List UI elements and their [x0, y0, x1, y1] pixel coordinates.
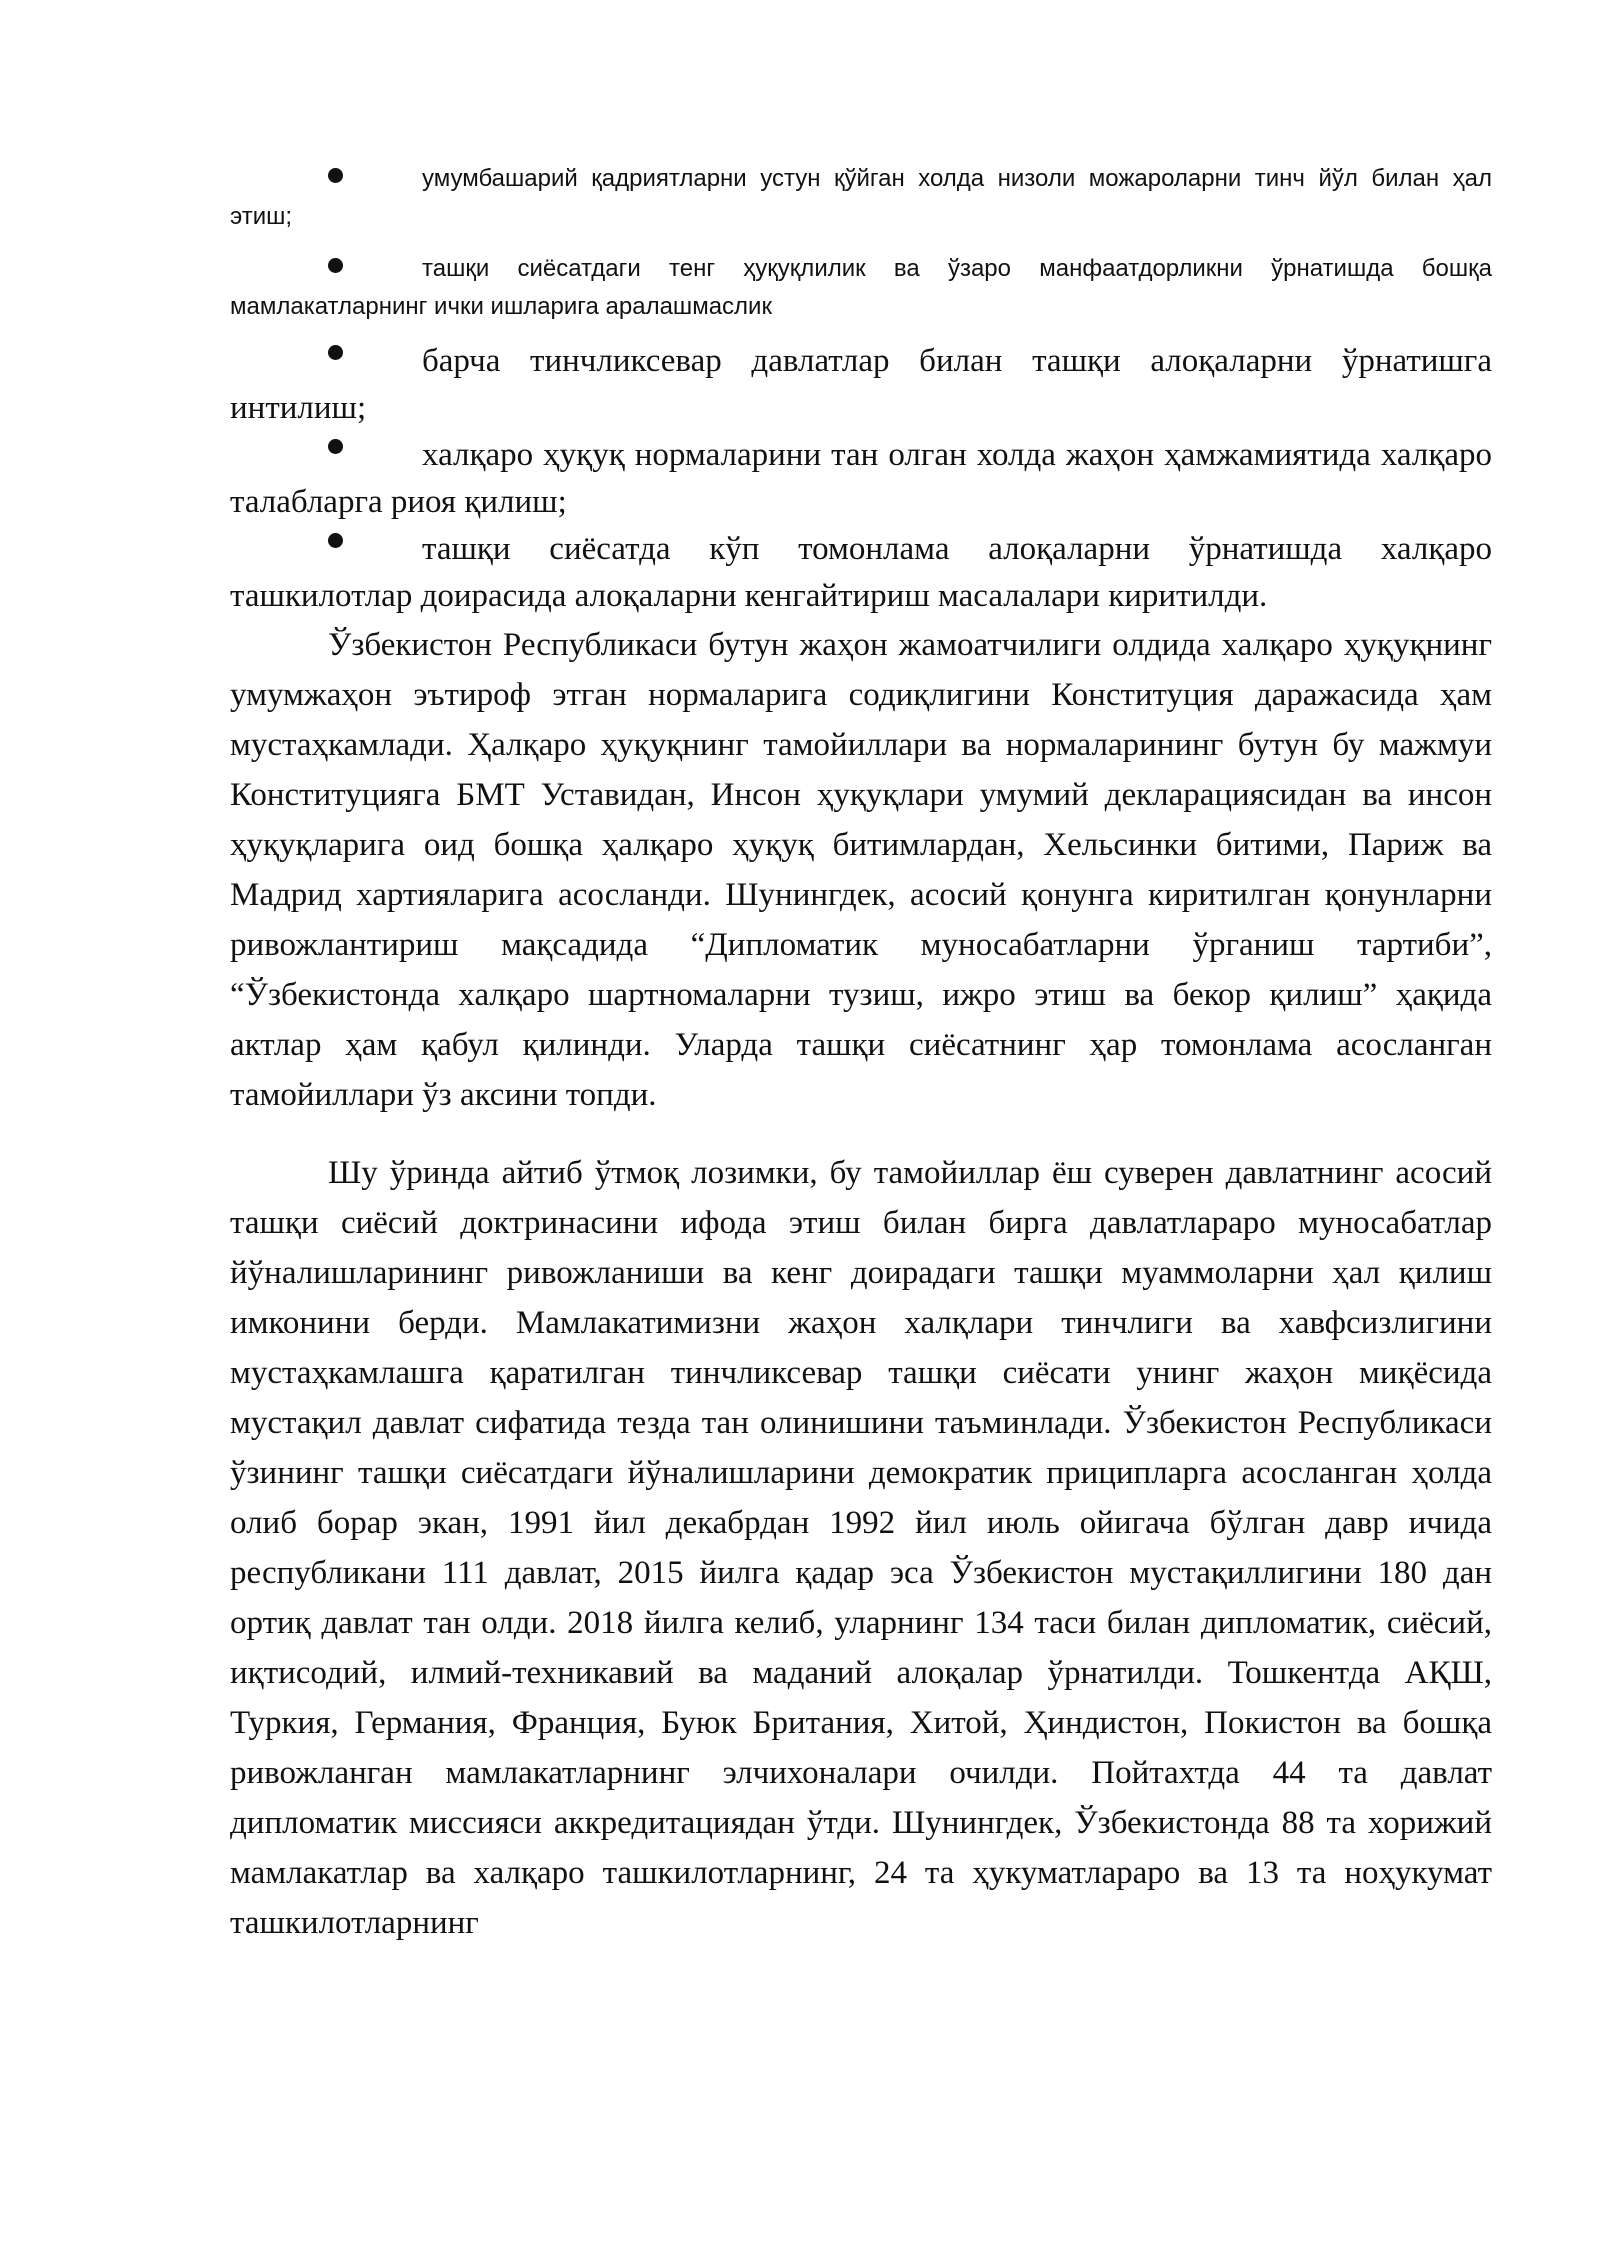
- bullet-item: [230, 338, 1492, 432]
- bullet-dot-icon: [328, 439, 343, 454]
- body-paragraph: Шу ўринда айтиб ўтмоқ лозимки, бу тамойиллар ёш суверен давлатнинг асосий ташқи сиёсий доктринасини ифода этиш билан бирга давлатлараро муносабатлар йўналишларининг ривожланиши ва кенг доирадаги ташқи муаммоларни ҳал қилиш имконини берди. Мамлакатимизни жаҳон халқлари тинчлиги ва хавфсизлигини мустаҳкамлашга қаратилган тинчликсевар ташқи сиёсати унинг жаҳон миқёсида мустақил давлат сифатида тезда тан олинишини таъминлади. Ўзбекистон Республикаси ўзининг ташқи сиёсатдаги йўналишларини демократик приципларга асосланган ҳолда олиб борар экан, 1991 йил декабрдан 1992 йил июль ойигача бўлган давр ичида республикани 111 давлат, 2015 йилга қадар эса Ўзбекистон мустақиллигини 180 дан ортиқ давлат тан олди. 2018 йилга келиб, уларнинг 134 таси билан дипломатик, сиёсий, иқтисодий, илмий-техникавий ва маданий алоқалар ўрнатилди. Тошкентда АҚШ, Туркия, Германия, Франция, Буюк Британия, Хитой, Ҳиндистон, Покистон ва бошқа ривожланган мамлакатларнинг элчихоналари очилди. Пойтахтда 44 та давлат дипломатик миссияси аккредитациядан ўтди. Шунингдек, Ўзбекистонда 88 та хорижий мамлакатлар ва халқаро ташкилотларнинг, 24 та ҳукуматлараро ва 13 та ноҳукумат ташкилотларнинг: [230, 1155, 1492, 1941]
- body-paragraph: Ўзбекистон Республикаси бутун жаҳон жамоатчилиги олдида халқаро ҳуқуқнинг умумжаҳон эътироф этган нормаларига содиқлигини Конституция даражасида ҳам мустаҳкамлади. Ҳалқаро ҳуқуқнинг тамойиллари ва нормаларининг бутун бу мажмуи Конституцияга БМТ Уставидан, Инсон ҳуқуқлари умумий декларациясидан ва инсон ҳуқуқларига оид бошқа ҳалқаро ҳуқуқ битимлардан, Хельсинки битими, Париж ва Мадрид хартияларига асосланди. Шунингдек, асосий қонунга киритилган қонунларни ривожлантириш мақсадида “Дипломатик муносабатларни ўрганиш тартиби”, “Ўзбекистонда халқаро шартномаларни тузиш, ижро этиш ва бекор қилиш” ҳақида актлар ҳам қабул қилинди. Уларда ташқи сиёсатнинг ҳар томонлама асосланган тамойиллари ўз аксини топди.: [230, 627, 1492, 1113]
- bullet-text: барча тинчликсевар давлатлар билан ташқи алоқаларни ўрнатишга интилиш;: [230, 343, 1492, 426]
- bullet-item: [230, 526, 1492, 620]
- bullet-text: умумбашарий қадриятларни устун қўйган холда низоли можароларни тинч йўл билан ҳал этиш;: [230, 165, 1492, 230]
- bullet-item: [230, 432, 1492, 526]
- document-page: [230, 160, 1492, 1948]
- bullet-dot-icon: [328, 258, 343, 273]
- bullet-text: ташқи сиёсатда кўп томонлама алоқаларни ўрнатишда халқаро ташкилотлар доирасида алоқаларни кенгайтириш масалалари киритилди.: [230, 531, 1492, 614]
- bullet-item: [230, 250, 1492, 326]
- bullet-dot-icon: [328, 345, 343, 360]
- bullet-text: халқаро ҳуқуқ нормаларини тан олган холда жаҳон ҳамжамиятида халқаро талабларга риоя қилиш;: [230, 437, 1492, 520]
- bullet-item: [230, 160, 1492, 236]
- bullet-text: ташқи сиёсатдаги тенг ҳуқуқлилик ва ўзаро манфаатдорликни ўрнатишда бошқа мамлакатларнинг ички ишларига аралашмаслик: [230, 255, 1492, 320]
- bullet-dot-icon: [328, 168, 343, 183]
- bullet-dot-icon: [328, 533, 343, 548]
